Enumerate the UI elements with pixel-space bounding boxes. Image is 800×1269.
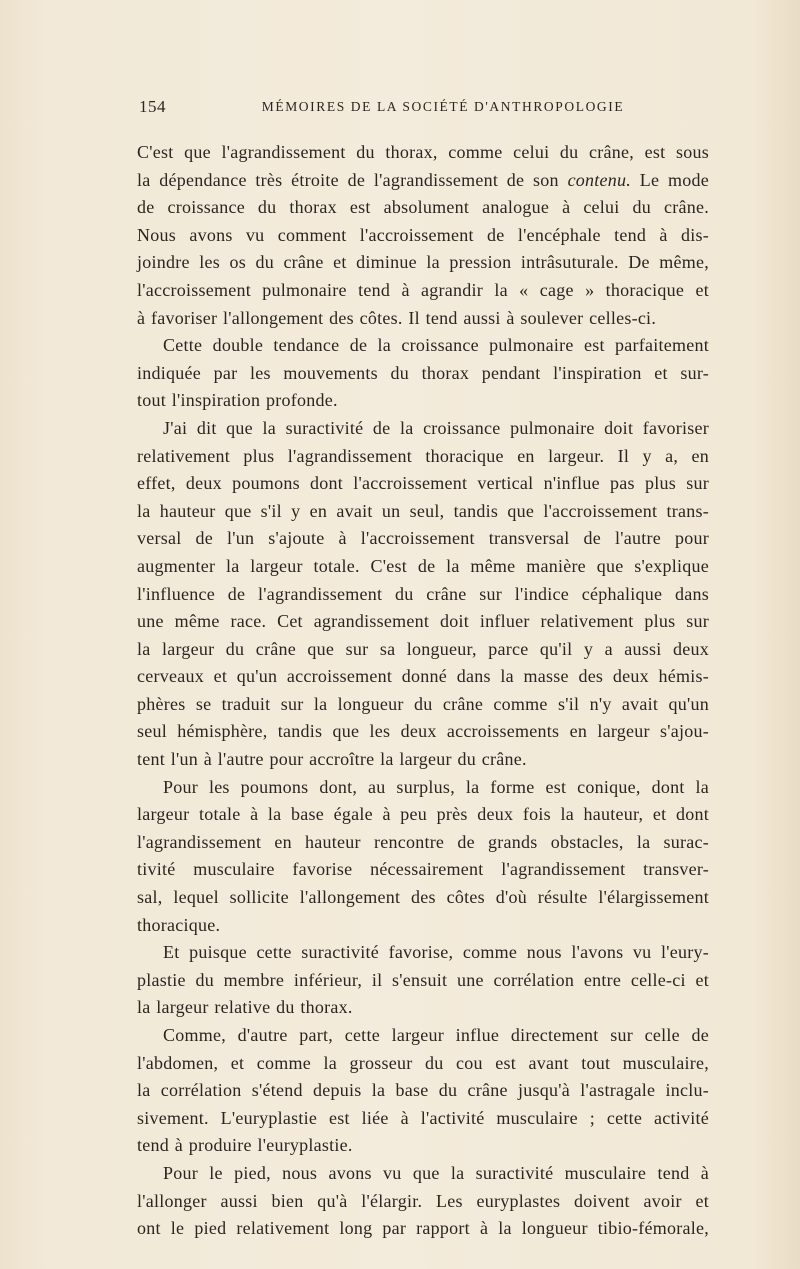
text-line: thoracique. [137,914,221,935]
text-line: seul hémisphère, tandis que les deux accroissements en largeur s'ajou- [137,721,709,742]
text-line: ont le pied relativement long par rapport à la longueur tibio-fémorale, [137,1218,709,1239]
italic-word: contenu. [567,169,632,190]
text-line: joindre les os du crâne et diminue la pression intrâsuturale. De même, [137,252,709,273]
text-line: la corrélation s'étend depuis la base du crâne jusqu'à l'astragale inclu- [137,1080,709,1101]
text-line: l'allonger aussi bien qu'à l'élargir. Les euryplastes doivent avoir et [137,1190,709,1211]
body-text [137,139,709,1243]
text-line: C'est que l'agrandissement du thorax, comme celui du crâne, est sous [137,142,709,162]
text-line: cerveaux et qu'un accroissement donné dans la masse des deux hémis- [137,666,709,687]
text-line: l'abdomen, et comme la grosseur du cou est avant tout musculaire, [137,1052,709,1073]
text-segment: Le mode [639,169,710,190]
text-line: largeur totale à la base égale à peu près deux fois la hauteur, et dont [137,804,709,825]
text-line: effet, deux poumons dont l'accroissement vertical n'influe pas plus sur [137,473,709,494]
text-line: tend à produire l'euryplastie. [137,1135,353,1156]
text-line: Cette double tendance de la croissance pulmonaire est parfaitement [163,335,709,356]
text-line: la largeur relative du thorax. [137,997,353,1018]
text-line: Pour le pied, nous avons vu que la suractivité musculaire tend à [163,1162,709,1183]
text-line: phères se traduit sur la longueur du crâne comme s'il n'y avait qu'un [137,693,709,714]
text-line: versal de l'un s'ajoute à l'accroissement transversal de l'autre pour [137,528,709,549]
text-line: à favoriser l'allongement des côtes. Il tend aussi à soulever celles-ci. [137,307,657,328]
text-line: une même race. Cet agrandissement doit influer relativement plus sur [137,611,709,632]
text-line: tout l'inspiration profonde. [137,390,338,411]
text-line: de croissance du thorax est absolument analogue à celui du crâne. [137,197,709,218]
text-line: tivité musculaire favorise nécessairement l'agrandissement transver- [137,859,709,880]
text-line: l'influence de l'agrandissement du crâne sur l'indice céphalique dans [137,583,709,604]
text-segment: la dépendance très étroite de l'agrandissement de son [137,169,559,190]
text-line: Nous avons vu comment l'accroissement de l'encéphale tend à dis- [137,224,709,245]
text-line: sivement. L'euryplastie est liée à l'activité musculaire ; cette activité [137,1107,709,1128]
text-line: sal, lequel sollicite l'allongement des côtes d'où résulte l'élargissement [137,887,709,908]
text-line: la hauteur que s'il y en avait un seul, tandis que l'accroissement trans- [137,500,709,521]
text-line: J'ai dit que la suractivité de la croissance pulmonaire doit favoriser [163,417,709,438]
text-line: Et puisque cette suractivité favorise, comme nous l'avons vu l'eury- [163,942,709,963]
text-line: Comme, d'autre part, cette largeur influe directement sur celle de [163,1025,709,1045]
text-line: la largeur du crâne que sur sa longueur, parce qu'il y a aussi deux [137,638,709,659]
text-line: plastie du membre inférieur, il s'ensuit une corrélation entre celle-ci et [137,969,709,990]
page-header [139,97,707,117]
text-line [137,167,709,195]
text-line: augmenter la largeur totale. C'est de la même manière que s'explique [137,555,709,576]
page-number: 154 [139,97,166,116]
text-line: Pour les poumons dont, au surplus, la forme est conique, dont la [163,776,709,797]
text-line: tent l'un à l'autre pour accroître la largeur du crâne. [137,749,527,770]
text-line: indiquée par les mouvements du thorax pendant l'inspiration et sur- [137,362,709,383]
text-line: l'accroissement pulmonaire tend à agrandir la « cage » thoracique et [137,279,709,300]
text-line: l'agrandissement en hauteur rencontre de grands obstacles, la surac- [137,831,709,852]
running-title: MÉMOIRES DE LA SOCIÉTÉ D'ANTHROPOLOGIE [261,99,625,114]
text-line: relativement plus l'agrandissement thoracique en largeur. Il y a, en [137,445,709,466]
